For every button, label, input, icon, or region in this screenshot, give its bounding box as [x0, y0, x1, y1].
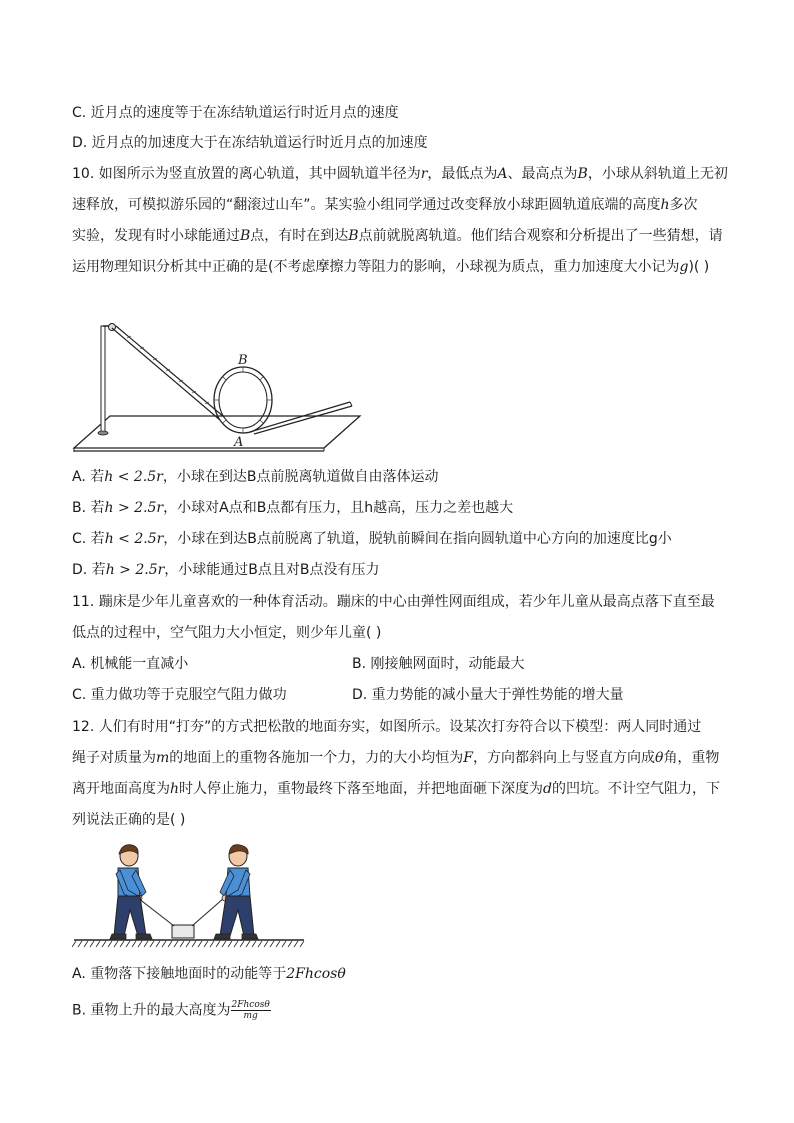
right-person: [214, 845, 258, 939]
q12-option-b: B. 重物上升的最大高度为 $\frac{2Fhcos\theta}{mg}$: [72, 1000, 270, 1021]
left-person: [110, 845, 152, 939]
q9-option-c: C. 近月点的速度等于在冻结轨道运行时近月点的速度: [72, 105, 399, 121]
q10-stem-line-1: 10. 如图所示为竖直放置的离心轨道，其中圆轨道半径为r，最低点为A、最高点为B，小球从斜轨道上无初: [72, 166, 728, 182]
q12-stem-line-3: 离开地面高度为h时人停止施力，重物最终下落至地面，并把地面砸下深度为d的凹坑。不计空气阻力，下: [72, 781, 720, 797]
q11-stem-line-2: 低点的过程中，空气阻力大小恒定，则少年儿童( ): [72, 625, 382, 641]
q9-option-d: D. 近月点的加速度大于在冻结轨道运行时近月点的加速度: [72, 135, 428, 151]
q12-stem-line-2: 绳子对质量为m的地面上的重物各施加一个力，力的大小均恒为F，方向都斜向上与竖直方向成θ角，重物: [72, 750, 720, 766]
q12-option-a: A. 重物落下接触地面时的动能等于2Fhcosθ: [72, 966, 346, 982]
q12-option-b-fraction: $\frac{2Fhcos\theta}{mg}$: [231, 1000, 270, 1021]
tamping-figure: [72, 840, 308, 952]
q11-option-a: A. 机械能一直减小: [72, 656, 189, 672]
q11-option-b: B. 刚接触网面时，动能最大: [352, 656, 525, 672]
q10-option-d: D. 若h > 2.5r，小球能通过B点且对B点没有压力: [72, 562, 380, 578]
q11-option-d: D. 重力势能的减小量大于弹性势能的增大量: [352, 687, 624, 703]
q10-option-c: C. 若h < 2.5r，小球在到达B点前脱离了轨道，脱轨前瞬间在指向圆轨道中心方向的加速度比g小: [72, 531, 672, 547]
label-A: A: [234, 435, 244, 450]
q10-option-a: A. 若h < 2.5r，小球在到达B点前脱离轨道做自由落体运动: [72, 469, 439, 485]
q10-stem-line-4: 运用物理知识分析其中正确的是(不考虑摩擦力等阻力的影响，小球视为质点，重力加速度大小记为g)( ): [72, 259, 710, 275]
label-B: B: [238, 353, 248, 368]
q10-option-b: B. 若h > 2.5r，小球对A点和B点都有压力，且h越高，压力之差也越大: [72, 500, 514, 516]
q12-stem-line-4: 列说法正确的是( ): [72, 812, 186, 828]
q12-stem-line-1: 12. 人们有时用“打夯”的方式把松散的地面夯实，如图所示。设某次打夯符合以下模型：两人同时通过: [72, 719, 702, 735]
q10-stem-line-2: 速释放，可模拟游乐园的“翻滚过山车”。某实验小组同学通过改变释放小球距圆轨道底端的高度h多次: [72, 197, 698, 213]
loop-track-figure: [72, 316, 362, 452]
q11-option-c: C. 重力做功等于克服空气阻力做功: [72, 687, 287, 703]
q10-stem-line-3: 实验，发现有时小球能通过B点，有时在到达B点前就脱离轨道。他们结合观察和分析提出了一些猜想，请: [72, 228, 723, 244]
q11-stem-line-1: 11. 蹦床是少年儿童喜欢的一种体育活动。蹦床的中心由弹性网面组成，若少年儿童从最高点落下直至最: [72, 594, 715, 610]
